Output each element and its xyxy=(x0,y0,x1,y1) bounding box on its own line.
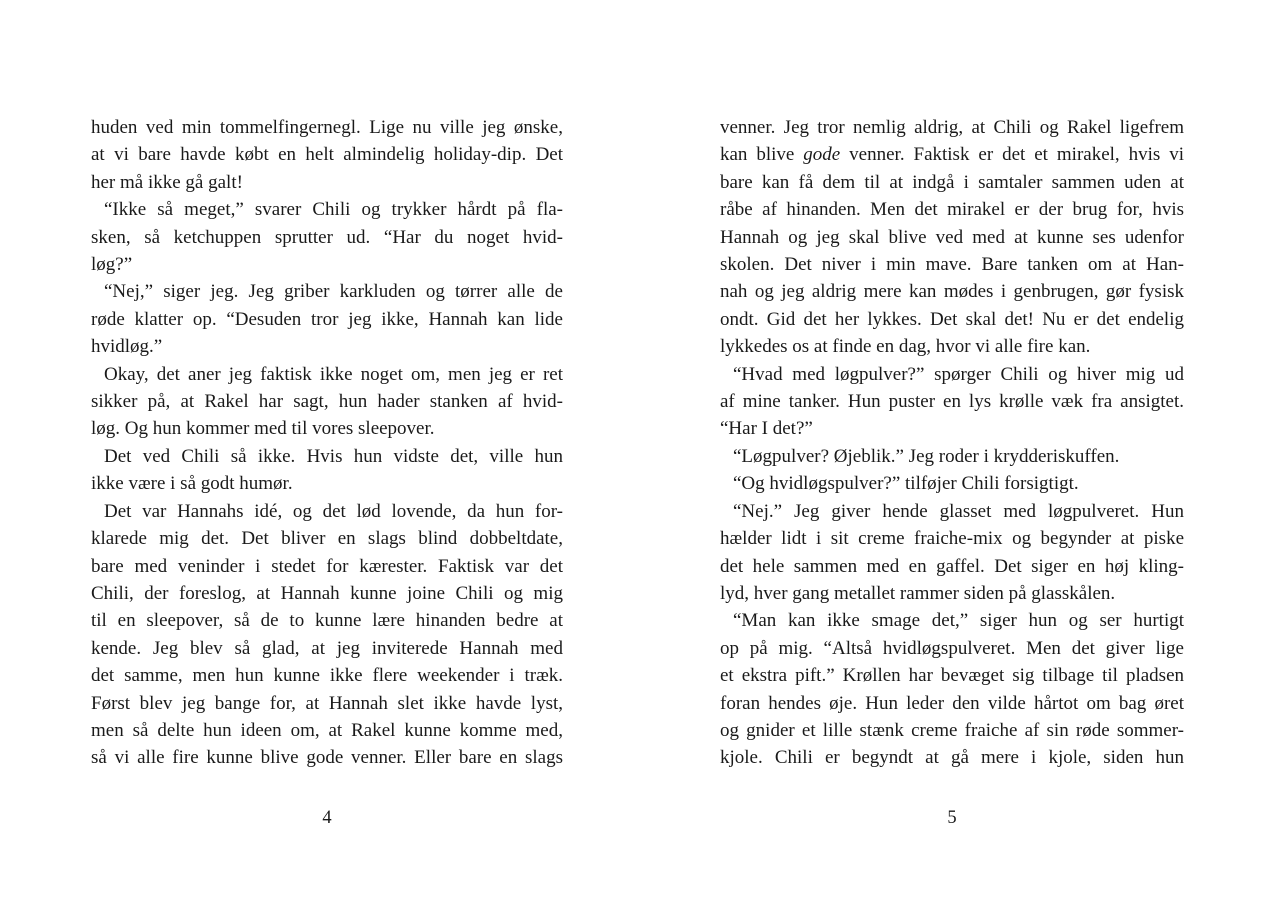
text-line: så vi alle fire kunne blive gode venner. Eller bare en slags xyxy=(91,747,563,769)
text-line: røde klatter op. “Desuden tror jeg ikke, Hannah kan lide xyxy=(91,308,563,330)
text-line: sikker på, at Rakel har sagt, hun hader stanken af hvid- xyxy=(91,391,563,413)
text-line: “Nej.” Jeg giver hende glasset med løgpulveret. Hun xyxy=(733,500,1184,522)
text-line: “Man kan ikke smage det,” siger hun og ser hurtigt xyxy=(733,610,1184,632)
text-line: venner. Jeg tror nemlig aldrig, at Chili og Rakel ligefrem xyxy=(720,117,1184,138)
page-left-text xyxy=(91,114,563,772)
text-line: et ekstra pift.” Krøllen har bevæget sig tilbage til pladsen xyxy=(720,665,1184,687)
text-line: hælder lidt i sit creme fraiche-mix og begynder at piske xyxy=(720,528,1184,550)
text-line: skolen. Det niver i min mave. Bare tanken om at Han- xyxy=(720,254,1184,276)
page-number-right: 5 xyxy=(947,808,957,828)
text-line: “Har I det?” xyxy=(720,418,813,440)
text-line: Hannah og jeg skal blive ved med at kunne ses udenfor xyxy=(720,226,1184,248)
text-line: det hele sammen med en gaffel. Det siger en høj kling- xyxy=(720,555,1184,577)
text-line: bare med veninder i stedet for kærester. Faktisk var det xyxy=(91,555,563,577)
text-line: det samme, men hun kunne ikke flere weekender i træk. xyxy=(91,665,563,687)
text-line: løg. Og hun kommer med til vores sleepover. xyxy=(91,418,435,440)
text-line: nah og jeg aldrig mere kan mødes i genbrugen, gør fysisk xyxy=(720,281,1184,303)
page-right-text xyxy=(720,114,1184,772)
text-line: huden ved min tommelfingernegl. Lige nu ville jeg ønske, xyxy=(91,117,563,138)
text-line: lyd, hver gang metallet rammer siden på glasskålen. xyxy=(720,582,1116,604)
text-line: op på mig. “Altså hvidløgspulveret. Men det giver lige xyxy=(720,637,1184,659)
text-line: ikke være i så godt humør. xyxy=(91,473,293,495)
text-line: og gnider et lille stænk creme fraiche af sin røde sommer- xyxy=(720,719,1184,741)
text-line: sken, så ketchuppen sprutter ud. “Har du noget hvid- xyxy=(91,226,563,248)
text-line: kende. Jeg blev så glad, at jeg inviterede Hannah med xyxy=(91,637,563,659)
text-line: Det var Hannahs idé, og det lød lovende, da hun for- xyxy=(104,500,563,522)
text-line: “Hvad med løgpulver?” spørger Chili og hiver mig ud xyxy=(733,363,1184,385)
text-line: bare kan få dem til at indgå i samtaler sammen uden at xyxy=(720,171,1184,193)
text-line: at vi bare havde købt en helt almindelig holiday-dip. Det xyxy=(91,144,563,166)
text-line: men så delte hun ideen om, at Rakel kunne komme med, xyxy=(91,719,563,741)
text-line: foran hendes øje. Hun leder den vilde hårtot om bag øret xyxy=(720,692,1184,714)
text-line: “Og hvidløgspulver?” tilføjer Chili forsigtigt. xyxy=(733,473,1079,495)
text-line: til en sleepover, så de to kunne lære hinanden bedre at xyxy=(91,610,563,632)
text-line: råbe af hinanden. Men det mirakel er der brug for, hvis xyxy=(720,199,1184,221)
text-line: Chili, der foreslog, at Hannah kunne joine Chili og mig xyxy=(91,582,563,604)
text-line: her må ikke gå galt! xyxy=(91,171,243,193)
text-line: “Løgpulver? Øjeblik.” Jeg roder i krydderiskuffen. xyxy=(733,445,1120,467)
text-line: “Nej,” siger jeg. Jeg griber karkluden og tørrer alle de xyxy=(104,281,563,303)
text-line: hvidløg.” xyxy=(91,336,163,358)
text-line: kan blive gode venner. Faktisk er det et mirakel, hvis vi xyxy=(720,144,1184,166)
text-line: Det ved Chili så ikke. Hvis hun vidste det, ville hun xyxy=(104,445,563,467)
text-line: klarede mig det. Det bliver en slags blind dobbeltdate, xyxy=(91,528,563,550)
text-line: lykkedes os at finde en dag, hvor vi alle fire kan. xyxy=(720,336,1091,358)
text-line: af mine tanker. Hun puster en lys krølle væk fra ansigtet. xyxy=(720,391,1184,413)
text-line: “Ikke så meget,” svarer Chili og trykker hårdt på fla- xyxy=(104,199,563,221)
text-line: kjole. Chili er begyndt at gå mere i kjole, siden hun xyxy=(720,747,1184,769)
text-line: Okay, det aner jeg faktisk ikke noget om, men jeg er ret xyxy=(104,363,563,385)
page-number-left: 4 xyxy=(322,808,332,828)
text-line: løg?” xyxy=(91,254,133,276)
text-line: ondt. Gid det her lykkes. Det skal det! Nu er det endelig xyxy=(720,308,1184,330)
text-line: Først blev jeg bange for, at Hannah slet ikke havde lyst, xyxy=(91,692,563,714)
